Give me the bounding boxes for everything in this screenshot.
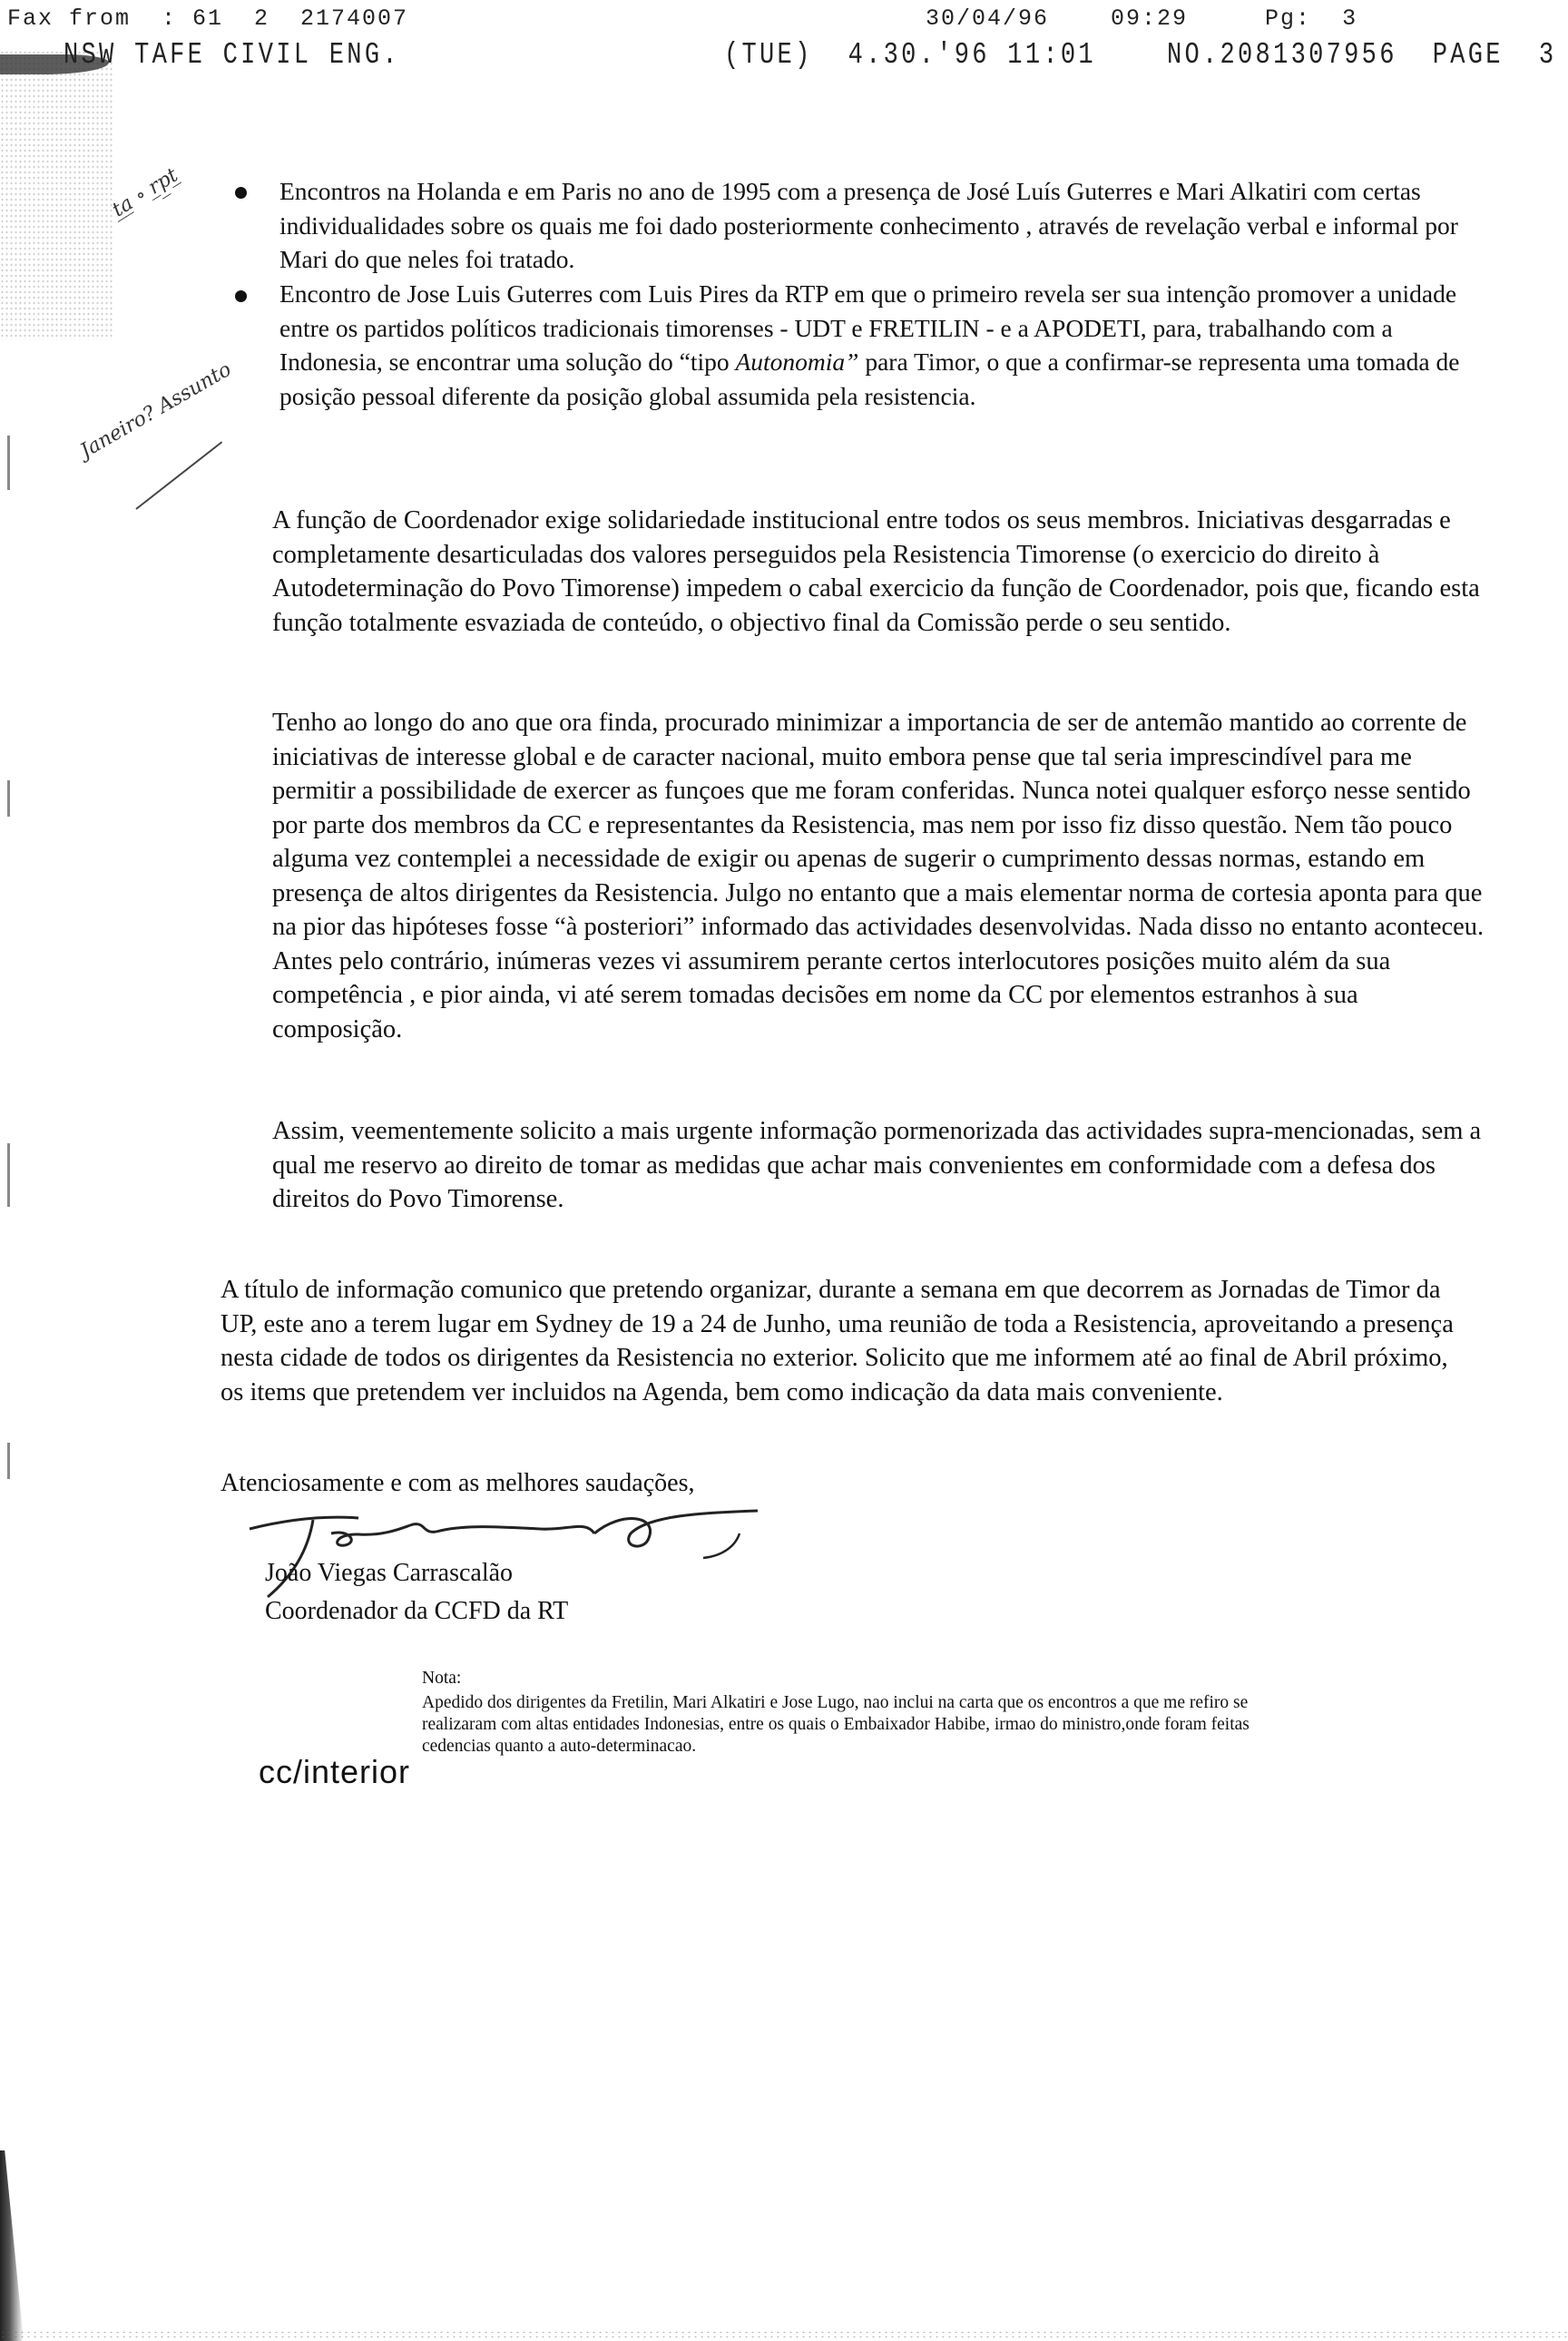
margin-annotation-middle: Janeiro? Assunto <box>76 358 236 464</box>
bullet-item-meetings: Encontros na Holanda e em Paris no ano de 1995 com a presença de José Luís Guterres e Mari Alkatiri com certas individualidades sobre os quais me foi dado posteriormente conhecimento , através de revelação verbal e informal por Mari do que neles foi tratado. <box>279 177 1458 273</box>
scan-artifact <box>7 1143 10 1207</box>
scan-artifact <box>7 780 10 817</box>
margin-stroke <box>135 441 222 509</box>
bullet-text-italic: Autonomia” <box>735 348 859 376</box>
bullet-dot <box>235 187 247 199</box>
scan-corner-shadow <box>0 2150 24 2341</box>
bullet-text-part: para Timor, o que a confirmar-se representa uma tomada de posição pessoal diferente da posição global assumida pela resistencia. <box>279 348 1460 410</box>
scan-artifact <box>7 1443 10 1479</box>
fax-header-timestamp: 30/04/96 09:29 Pg: 3 <box>926 5 1358 32</box>
scan-noise <box>0 50 113 340</box>
scan-artifact <box>7 436 10 490</box>
bullet-item-rtp-meeting <box>279 277 1477 413</box>
nota-text: Apedido dos dirigentes da Fretilin, Mari Alkatiri e Jose Lugo, nao inclui na carta que os encontros a que me refiro se realizaram com altas entidades Indonesias, entre os quais o Embaixador Habibe, irmao do ministro,onde foram feitas cedencias quanto a auto-determinacao. <box>422 1693 1250 1756</box>
fax-header-sender: Fax from : 61 2 2174007 <box>7 5 409 32</box>
scan-bottom-noise <box>0 2330 1568 2341</box>
paragraph-request: Assim, veementemente solicito a mais urgente informação pormenorizada das actividades supra-mencionadas, sem a qual me reservo ao direito de tomar as medidas que achar mais convenientes em conformidade com a defesa dos direitos do Povo Timorense. <box>272 1117 1482 1213</box>
bullet-dot <box>235 290 247 302</box>
paragraph-coordinator-role: A função de Coordenador exige solidariedade institucional entre todos os seus membros. Iniciativas desgarradas e completamente desarticuladas dos valores perseguidos pela Resistencia Timorense (o exercicio do direito à Autodeterminação do Povo Timorense) impedem o cabal exercicio da função de Coordenador, pois que, ficando esta função totalmente esvaziada de conteúdo, o objectivo final da Comissão perde o seu sentido. <box>272 506 1480 637</box>
cc-distribution: cc/interior <box>259 1753 411 1790</box>
signatory-title: Coordenador da CCFD da RT <box>265 1597 569 1625</box>
fax-header-origin: NSW TAFE CIVIL ENG. <box>64 38 400 72</box>
closing-salutation: Atenciosamente e com as melhores saudações, <box>220 1469 695 1497</box>
paragraph-meeting-announcement: A título de informação comunico que pretendo organizar, durante a semana em que decorrem as Jornadas de Timor da UP, este ano a terem lugar em Sydney de 19 a 24 de Junho, uma reunião de toda a Resistencia, aproveitando a presença nesta cidade de todos os dirigentes da Resistencia no exterior. Solicito que me informem até ao final de Abril próximo, os items que pretendem ver incluidos na Agenda, bem como indicação da data mais conveniente. <box>220 1276 1454 1406</box>
margin-annotation-top: t̲a̲ ∘ r̲p̲t̲ <box>108 163 182 222</box>
nota-heading: Nota: <box>422 1669 462 1688</box>
signatory-name: João Viegas Carrascalão <box>265 1559 514 1587</box>
bullet-text-part: Encontro de Jose Luis Guterres com Luis Pires da RTP em que o primeiro revela ser sua intenção promover a unidade entre os partidos políticos tradicionais timorenses - UDT e FRETILIN - e a APODETI, para, trabalhando com a Indonesia, se encontrar uma solução do “tipo <box>279 279 1457 376</box>
fax-header-page-info: (TUE) 4.30.'96 11:01 NO.2081307956 PAGE 3 <box>724 38 1557 72</box>
paragraph-year-review: Tenho ao longo do ano que ora finda, procurado minimizar a importancia de ser de antemão mantido ao corrente de iniciativas de interesse global e de caracter nacional, muito embora pense que tal seria imprescindível para me permitir a possibilidade de exercer as funçoes que me foram conferidas. Nunca notei qualquer esforço nesse sentido por parte dos membros da CC e representantes da Resistencia, mas nem por isso fiz disso questão. Nem tão pouco alguma vez contemplei a necessidade de exigir ou apenas de sugerir o cumprimento dessas normas, estando em presença de altos dirigentes da Resistencia. Julgo no entanto que a mais elementar norma de cortesia aponta para que na pior das hipóteses fosse “à posteriori” informado das actividades desenvolvidas. Nada disso no entanto aconteceu. Antes pelo contrário, inúmeras vezes vi assumirem perante certos interlocutores posições muito além da sua competência , e pior ainda, vi até serem tomadas decisões em nome da CC por elementos estranhos à sua composição. <box>272 709 1485 1043</box>
